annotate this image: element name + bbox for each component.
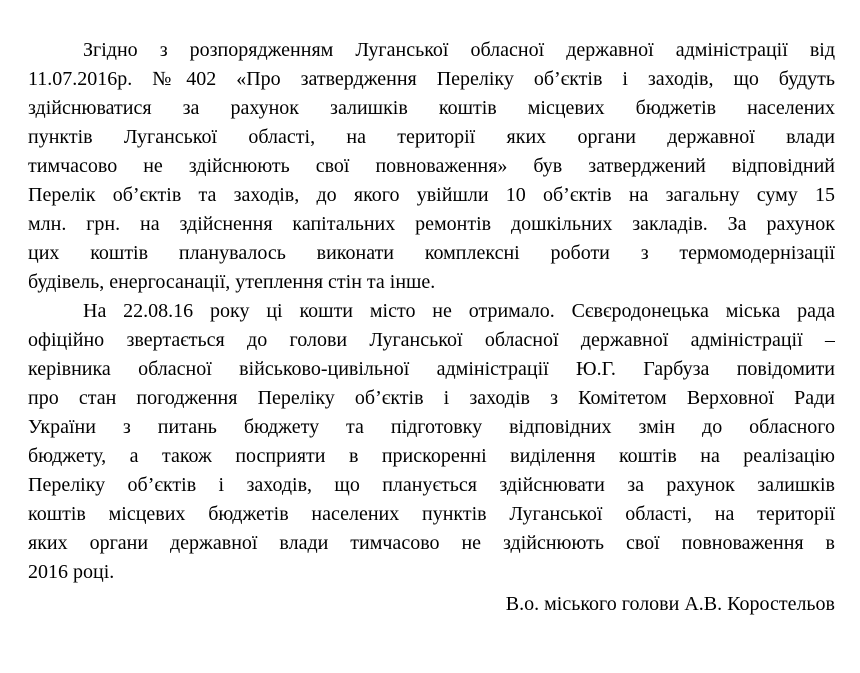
text-line: будівель, енергосанації, утеплення стін та інше.: [28, 271, 436, 293]
text-line: офіційно звертається до голови Луганської обласної державної адміністрації –: [28, 329, 835, 351]
text-line: коштів місцевих бюджетів населених пунктів Луганської області, на території: [28, 503, 835, 525]
text-line: Переліку об’єктів і заходів, що планується здійснювати за рахунок залишків: [28, 474, 835, 496]
text-line: Перелік об’єктів та заходів, до якого увійшли 10 об’єктів на загальну суму 15: [28, 184, 835, 206]
text-line: млн. грн. на здійснення капітальних ремонтів дошкільних закладів. За рахунок: [28, 213, 835, 235]
text-line: тимчасово не здійснюють свої повноваження» був затверджений відповідний: [28, 155, 835, 177]
text-line: керівника обласної військово-цивільної адміністрації Ю.Г. Гарбуза повідомити: [28, 358, 835, 380]
text-line: Згідно з розпорядженням Луганської обласної державної адміністрації від: [83, 39, 835, 61]
text-line: 2016 році.: [28, 561, 115, 583]
text-line: цих коштів планувалось виконати комплексні роботи з термомодернізації: [28, 242, 835, 264]
text-line: пунктів Луганської області, на території яких органи державної влади: [28, 126, 835, 148]
text-line: 11.07.2016р. №402 «Про затвердження Переліку об’єктів і заходів, що будуть: [28, 68, 835, 90]
text-line: України з питань бюджету та підготовку відповідних змін до обласного: [28, 416, 835, 438]
signature-line: В.о. міського голови А.В. Коростельов: [505, 593, 835, 615]
text-line: здійснюватися за рахунок залишків коштів місцевих бюджетів населених: [28, 97, 835, 119]
text-line: бюджету, а також посприяти в прискоренні виділення коштів на реалізацію: [28, 445, 835, 467]
text-line: про стан погодження Переліку об’єктів і заходів з Комітетом Верховної Ради: [28, 387, 835, 409]
paragraph-appeal: [28, 297, 835, 587]
text-line: яких органи державної влади тимчасово не здійснюють свої повноваження в: [28, 532, 835, 554]
text-line: На 22.08.16 року ці кошти місто не отримало. Сєвєродонецька міська рада: [83, 300, 835, 322]
paragraph-decree-funds: [28, 36, 835, 297]
